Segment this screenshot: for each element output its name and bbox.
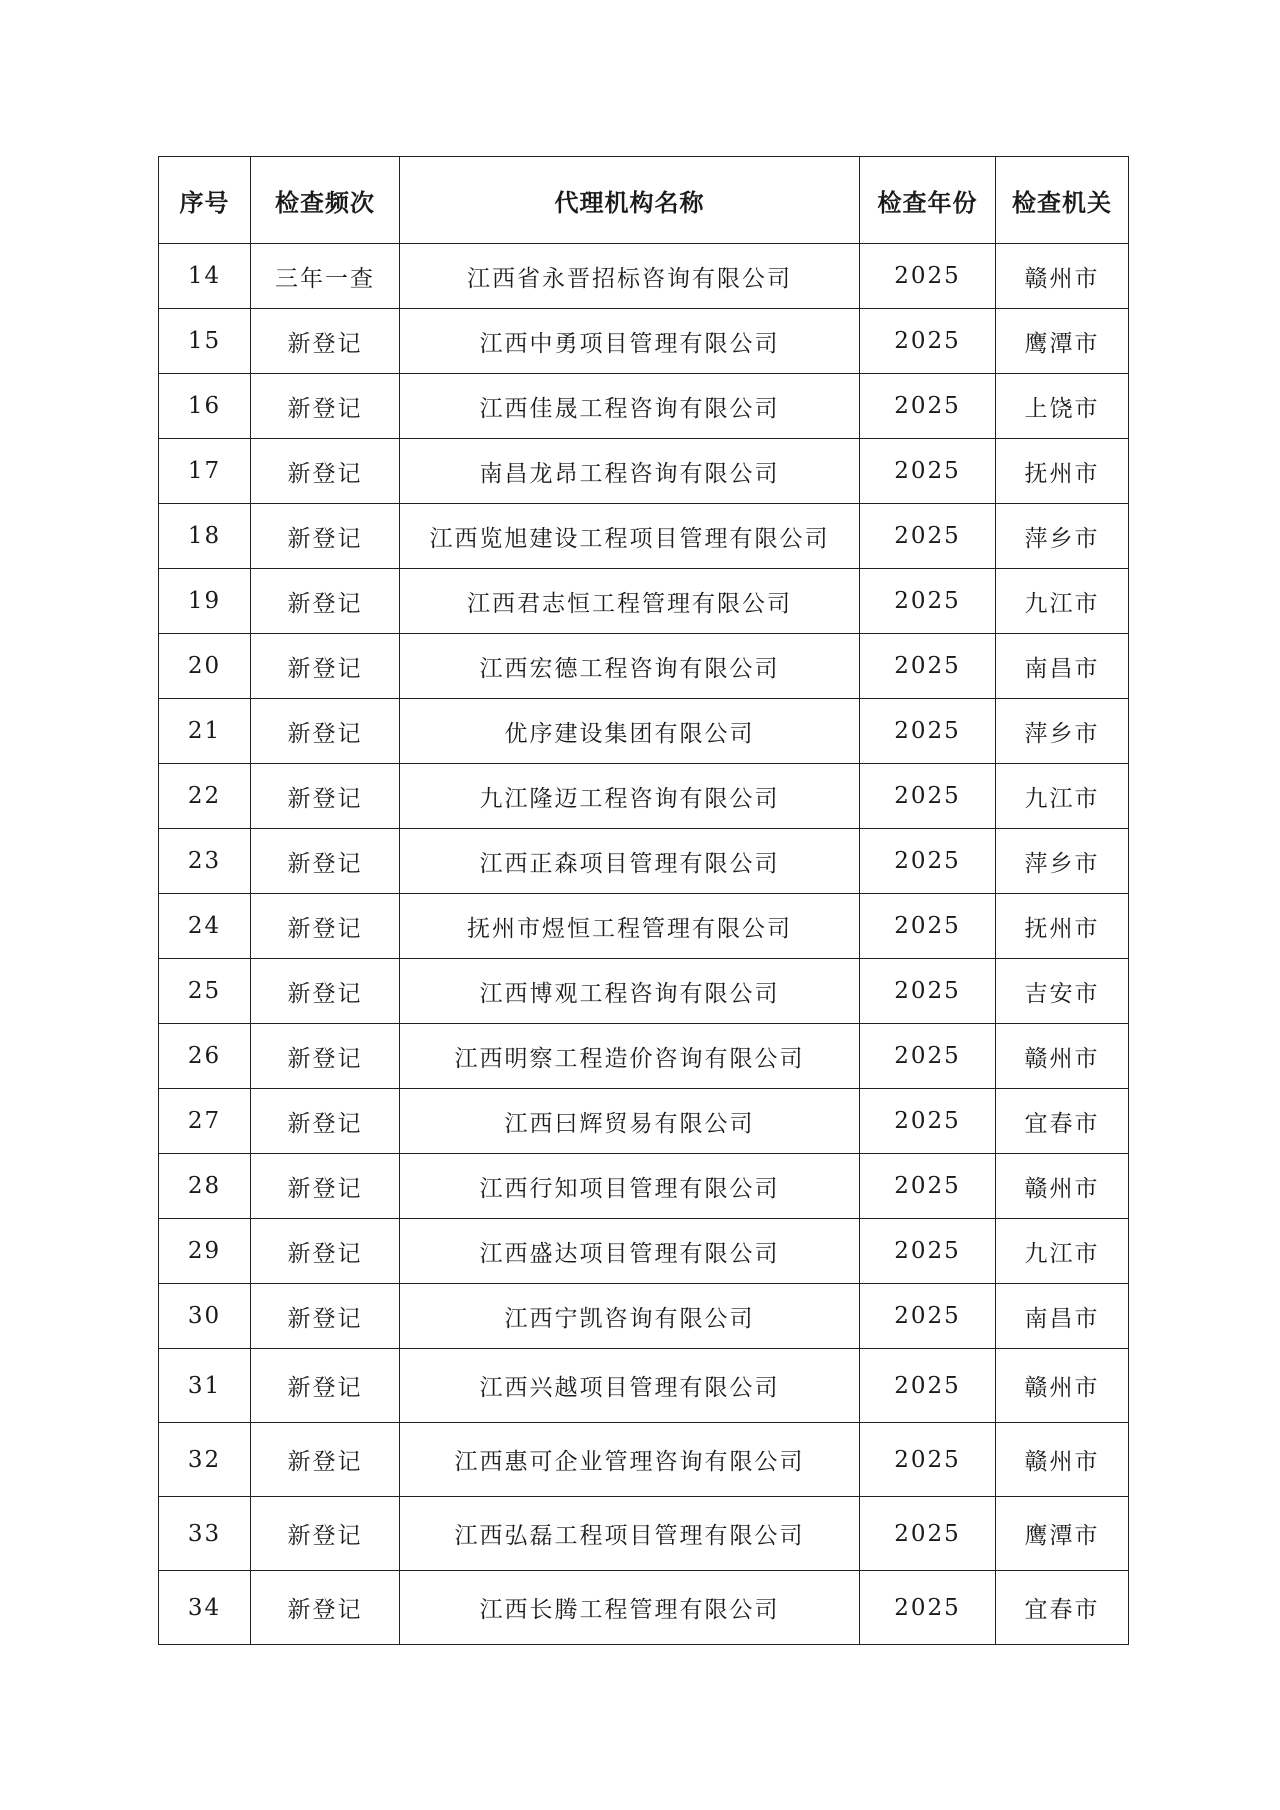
cell-authority: 赣州市 — [996, 1024, 1129, 1089]
cell-seq: 14 — [159, 244, 251, 309]
cell-seq: 16 — [159, 374, 251, 439]
cell-agency-name: 江西行知项目管理有限公司 — [400, 1154, 860, 1219]
cell-seq: 28 — [159, 1154, 251, 1219]
table-row — [159, 1154, 1129, 1219]
cell-year: 2025 — [860, 309, 996, 374]
cell-authority: 萍乡市 — [996, 699, 1129, 764]
table-row — [159, 1089, 1129, 1154]
cell-agency-name: 江西盛达项目管理有限公司 — [400, 1219, 860, 1284]
cell-authority: 南昌市 — [996, 1284, 1129, 1349]
table-row — [159, 1497, 1129, 1571]
cell-agency-name: 江西兴越项目管理有限公司 — [400, 1349, 860, 1423]
cell-frequency: 新登记 — [251, 1571, 400, 1645]
header-seq: 序号 — [159, 157, 251, 244]
cell-authority: 南昌市 — [996, 634, 1129, 699]
table-row — [159, 1349, 1129, 1423]
cell-frequency: 新登记 — [251, 959, 400, 1024]
cell-seq: 32 — [159, 1423, 251, 1497]
cell-agency-name: 江西博观工程咨询有限公司 — [400, 959, 860, 1024]
cell-frequency: 新登记 — [251, 829, 400, 894]
header-agency-name: 代理机构名称 — [400, 157, 860, 244]
cell-frequency: 新登记 — [251, 764, 400, 829]
cell-seq: 29 — [159, 1219, 251, 1284]
table-row — [159, 634, 1129, 699]
cell-frequency: 新登记 — [251, 1154, 400, 1219]
cell-agency-name: 江西省永晋招标咨询有限公司 — [400, 244, 860, 309]
cell-frequency: 新登记 — [251, 504, 400, 569]
cell-seq: 33 — [159, 1497, 251, 1571]
cell-agency-name: 江西弘磊工程项目管理有限公司 — [400, 1497, 860, 1571]
table-row — [159, 1024, 1129, 1089]
cell-authority: 抚州市 — [996, 894, 1129, 959]
table-row — [159, 1571, 1129, 1645]
cell-frequency: 新登记 — [251, 309, 400, 374]
cell-year: 2025 — [860, 244, 996, 309]
cell-year: 2025 — [860, 764, 996, 829]
cell-frequency: 新登记 — [251, 569, 400, 634]
cell-year: 2025 — [860, 894, 996, 959]
cell-authority: 宜春市 — [996, 1571, 1129, 1645]
cell-agency-name: 江西佳晟工程咨询有限公司 — [400, 374, 860, 439]
cell-year: 2025 — [860, 1423, 996, 1497]
cell-seq: 25 — [159, 959, 251, 1024]
cell-frequency: 新登记 — [251, 374, 400, 439]
cell-year: 2025 — [860, 1219, 996, 1284]
cell-seq: 18 — [159, 504, 251, 569]
cell-authority: 宜春市 — [996, 1089, 1129, 1154]
cell-year: 2025 — [860, 1571, 996, 1645]
table-body — [159, 244, 1129, 1645]
cell-agency-name: 江西长腾工程管理有限公司 — [400, 1571, 860, 1645]
cell-agency-name: 江西宏德工程咨询有限公司 — [400, 634, 860, 699]
table-row — [159, 894, 1129, 959]
cell-year: 2025 — [860, 1497, 996, 1571]
cell-agency-name: 九江隆迈工程咨询有限公司 — [400, 764, 860, 829]
cell-year: 2025 — [860, 439, 996, 504]
cell-seq: 23 — [159, 829, 251, 894]
cell-frequency: 新登记 — [251, 1423, 400, 1497]
cell-authority: 九江市 — [996, 569, 1129, 634]
cell-year: 2025 — [860, 959, 996, 1024]
cell-agency-name: 江西明察工程造价咨询有限公司 — [400, 1024, 860, 1089]
table-row — [159, 1219, 1129, 1284]
cell-authority: 鹰潭市 — [996, 309, 1129, 374]
cell-agency-name: 南昌龙昂工程咨询有限公司 — [400, 439, 860, 504]
cell-authority: 赣州市 — [996, 1423, 1129, 1497]
table-row — [159, 504, 1129, 569]
cell-seq: 24 — [159, 894, 251, 959]
cell-year: 2025 — [860, 829, 996, 894]
cell-agency-name: 优序建设集团有限公司 — [400, 699, 860, 764]
cell-seq: 30 — [159, 1284, 251, 1349]
cell-agency-name: 江西中勇项目管理有限公司 — [400, 309, 860, 374]
cell-authority: 上饶市 — [996, 374, 1129, 439]
table-row — [159, 959, 1129, 1024]
cell-frequency: 新登记 — [251, 1497, 400, 1571]
cell-seq: 20 — [159, 634, 251, 699]
cell-seq: 22 — [159, 764, 251, 829]
table-row — [159, 569, 1129, 634]
cell-authority: 抚州市 — [996, 439, 1129, 504]
table-row — [159, 244, 1129, 309]
cell-frequency: 新登记 — [251, 1219, 400, 1284]
cell-frequency: 新登记 — [251, 699, 400, 764]
cell-frequency: 新登记 — [251, 1284, 400, 1349]
cell-seq: 21 — [159, 699, 251, 764]
cell-year: 2025 — [860, 1154, 996, 1219]
table-row — [159, 1423, 1129, 1497]
header-authority: 检查机关 — [996, 157, 1129, 244]
cell-agency-name: 江西惠可企业管理咨询有限公司 — [400, 1423, 860, 1497]
cell-authority: 萍乡市 — [996, 829, 1129, 894]
cell-year: 2025 — [860, 374, 996, 439]
cell-year: 2025 — [860, 634, 996, 699]
cell-authority: 赣州市 — [996, 1154, 1129, 1219]
table-row — [159, 374, 1129, 439]
cell-agency-name: 江西曰辉贸易有限公司 — [400, 1089, 860, 1154]
cell-seq: 27 — [159, 1089, 251, 1154]
cell-authority: 吉安市 — [996, 959, 1129, 1024]
cell-authority: 九江市 — [996, 764, 1129, 829]
cell-seq: 26 — [159, 1024, 251, 1089]
cell-seq: 34 — [159, 1571, 251, 1645]
cell-agency-name: 抚州市煜恒工程管理有限公司 — [400, 894, 860, 959]
cell-authority: 萍乡市 — [996, 504, 1129, 569]
cell-frequency: 三年一查 — [251, 244, 400, 309]
cell-year: 2025 — [860, 1349, 996, 1423]
cell-agency-name: 江西宁凯咨询有限公司 — [400, 1284, 860, 1349]
header-row — [159, 157, 1129, 244]
cell-agency-name: 江西君志恒工程管理有限公司 — [400, 569, 860, 634]
cell-authority: 鹰潭市 — [996, 1497, 1129, 1571]
cell-frequency: 新登记 — [251, 894, 400, 959]
cell-year: 2025 — [860, 569, 996, 634]
cell-frequency: 新登记 — [251, 439, 400, 504]
cell-year: 2025 — [860, 1284, 996, 1349]
table-row — [159, 439, 1129, 504]
cell-seq: 15 — [159, 309, 251, 374]
cell-authority: 赣州市 — [996, 1349, 1129, 1423]
cell-year: 2025 — [860, 1024, 996, 1089]
cell-frequency: 新登记 — [251, 1349, 400, 1423]
header-year: 检查年份 — [860, 157, 996, 244]
cell-frequency: 新登记 — [251, 634, 400, 699]
table-row — [159, 309, 1129, 374]
cell-frequency: 新登记 — [251, 1024, 400, 1089]
agency-inspection-table — [158, 156, 1129, 1645]
cell-year: 2025 — [860, 699, 996, 764]
cell-seq: 31 — [159, 1349, 251, 1423]
cell-seq: 17 — [159, 439, 251, 504]
table-row — [159, 829, 1129, 894]
cell-agency-name: 江西览旭建设工程项目管理有限公司 — [400, 504, 860, 569]
cell-frequency: 新登记 — [251, 1089, 400, 1154]
cell-year: 2025 — [860, 1089, 996, 1154]
table-header — [159, 157, 1129, 244]
header-frequency: 检查频次 — [251, 157, 400, 244]
table-row — [159, 1284, 1129, 1349]
cell-year: 2025 — [860, 504, 996, 569]
cell-authority: 赣州市 — [996, 244, 1129, 309]
table-row — [159, 764, 1129, 829]
table-row — [159, 699, 1129, 764]
cell-authority: 九江市 — [996, 1219, 1129, 1284]
cell-agency-name: 江西正森项目管理有限公司 — [400, 829, 860, 894]
cell-seq: 19 — [159, 569, 251, 634]
